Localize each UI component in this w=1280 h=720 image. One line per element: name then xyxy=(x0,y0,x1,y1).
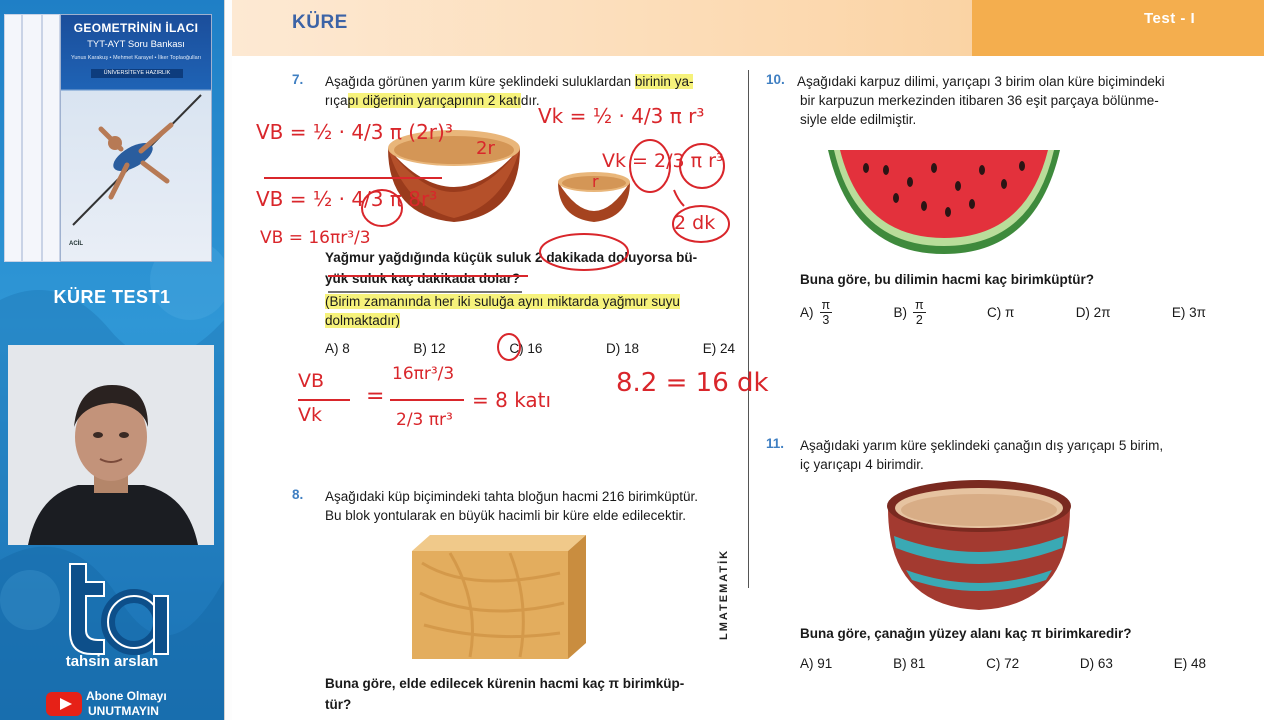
test-label: Test - I xyxy=(1144,10,1196,27)
q10-line1: Aşağıdaki karpuz dilimi, yarıçapı 3 birim olan küre biçimindeki xyxy=(797,74,1165,89)
question-11-prompt: Buna göre, çanağın yüzey alanı kaç π birimkaredir? xyxy=(800,626,1132,641)
presenter-webcam xyxy=(8,345,214,545)
athlete-illustration xyxy=(71,85,203,235)
q7-line1-text: Aşağıda görünen yarım küre şeklindeki suluklardan xyxy=(325,74,635,89)
handwriting-ratio-numerator: VB xyxy=(298,370,325,392)
handwriting-final-answer: 8.2 = 16 dk xyxy=(616,368,769,398)
q11-line2: iç yarıçapı 4 birimdir. xyxy=(800,457,924,472)
q7-option-e[interactable]: E) 24 xyxy=(702,341,735,356)
q10-line3: siyle elde edilmiştir. xyxy=(800,112,917,127)
q11-line1: Aşağıdaki yarım küre şeklindeki çanağın dış yarıçapı 5 birim, xyxy=(800,438,1164,453)
handwriting-radius-2r: 2r xyxy=(476,138,495,159)
book-publisher-logo: ACİL xyxy=(69,241,83,247)
topic-title: KÜRE xyxy=(292,12,348,33)
q7-line1-highlight: birinin ya- xyxy=(634,74,694,89)
q7-line2-highlight: pı diğerinin yarıçapının 2 katı xyxy=(347,93,521,108)
q7-prompt-line2: yük suluk kaç dakikada dolar? xyxy=(325,271,521,286)
handwriting-radius-r: r xyxy=(592,172,599,191)
handwriting-fraction-bottom: 2/3 πr³ xyxy=(396,410,453,430)
book-subtitle: TYT-AYT Soru Bankası xyxy=(87,39,185,50)
q7-note-line2: dolmaktadır) xyxy=(325,313,401,328)
q8-line2: Bu blok yontularak en büyük hacimli bir küre elde edilecektir. xyxy=(325,508,686,523)
q10-option-e[interactable]: E) 3π xyxy=(1171,305,1206,320)
circle-two-minutes xyxy=(540,234,628,270)
q10-option-a-num: π xyxy=(821,298,831,312)
ta-logo-icon xyxy=(52,560,172,660)
q7-option-c[interactable]: C) 16 xyxy=(509,341,543,356)
question-7-number: 7. xyxy=(292,72,304,87)
handwriting-fraction-top: 16πr³/3 xyxy=(392,364,455,384)
question-10-number: 10. xyxy=(766,72,785,87)
book-cover-image xyxy=(4,14,212,262)
handwriting-vb-expanded: VB = ½ · 4/3 π 8r³ xyxy=(256,187,438,211)
handwriting-ratio-denominator: Vk xyxy=(298,404,323,426)
question-11-number: 11. xyxy=(766,436,785,451)
handwriting-two-minutes: 2 dk xyxy=(674,212,716,234)
q11-option-c[interactable]: C) 72 xyxy=(986,656,1020,671)
subscribe-text-line1: Abone Olmayı xyxy=(86,689,167,703)
q10-line2: bir karpuzun merkezinden itibaren 36 eşit parçaya bölünme- xyxy=(800,93,1159,108)
handwriting-strokes xyxy=(232,0,1280,720)
circle-two-dk xyxy=(673,206,729,242)
q10-option-b-num: π xyxy=(915,298,924,312)
book-front-cover xyxy=(60,14,212,262)
book-spine-3 xyxy=(42,14,60,262)
circle-two-thirds xyxy=(630,140,670,192)
q10-option-a-den: 3 xyxy=(822,313,830,327)
video-title: KÜRE TEST1 xyxy=(53,287,171,307)
q10-option-a-label: A) xyxy=(800,305,814,320)
book-authors: Yunus Karakuş • Mehmet Karayel • İlker Toplaoğulları xyxy=(70,55,201,61)
circle-answer-c xyxy=(498,334,520,360)
worksheet-page xyxy=(232,0,1280,720)
subscribe-text-line2: UNUTMAYIN xyxy=(88,704,159,718)
book-spine-2 xyxy=(22,14,42,262)
book-title: GEOMETRİNİN İLACI xyxy=(73,21,199,35)
q10-option-b-den: 2 xyxy=(915,313,923,327)
handwriting-vk-formula: Vk = ½ · 4/3 π r³ xyxy=(538,104,705,128)
sidebar xyxy=(0,0,224,720)
circle-eight-r3 xyxy=(362,190,402,226)
arrow-down-stroke xyxy=(674,190,684,206)
q11-option-a[interactable]: A) 91 xyxy=(800,656,833,671)
handwriting-equals: = xyxy=(366,384,385,409)
q7-note-line1: (Birim zamanında her iki suluğa aynı miktarda yağmur suyu xyxy=(325,294,680,309)
q11-option-d[interactable]: D) 63 xyxy=(1079,656,1113,671)
q7-option-b[interactable]: B) 12 xyxy=(413,341,446,356)
presenter-silhouette xyxy=(8,345,214,545)
publisher-vertical-brand: LMATEMATİK xyxy=(718,548,730,640)
q10-option-d[interactable]: D) 2π xyxy=(1075,305,1111,320)
q11-option-e[interactable]: E) 48 xyxy=(1173,656,1206,671)
handwriting-ratio-result: = 8 katı xyxy=(472,388,552,412)
q10-option-c[interactable]: C) π xyxy=(987,305,1015,320)
q7-prompt-line1: Yağmur yağdığında küçük suluk 2 dakikada doluyorsa bü- xyxy=(325,250,698,265)
book-tag: ÜNİVERSİTEYE HAZIRLIK xyxy=(91,69,183,78)
q7-line2-post: dır. xyxy=(520,93,540,108)
q8-prompt-line1: Buna göre, elde edilecek kürenin hacmi kaç π birimküp- xyxy=(325,676,685,691)
circle-pi-r3 xyxy=(680,144,724,188)
q7-option-d[interactable]: D) 18 xyxy=(606,341,640,356)
q10-option-b-label: B) xyxy=(893,305,907,320)
q11-option-b[interactable]: B) 81 xyxy=(893,656,926,671)
q8-prompt-line2: tür? xyxy=(325,697,352,712)
handwriting-vb-formula: VB = ½ · 4/3 π (2r)³ xyxy=(256,120,453,144)
handwriting-vk-simplified: Vk = 2/3 π r³ xyxy=(602,150,724,172)
page-edge xyxy=(224,0,232,720)
book-spine-1 xyxy=(4,14,22,262)
question-8-number: 8. xyxy=(292,487,304,502)
q8-line1: Aşağıdaki küp biçimindeki tahta bloğun hacmi 216 birimküptür. xyxy=(325,489,698,504)
q7-option-a[interactable]: A) 8 xyxy=(325,341,350,356)
youtube-icon[interactable] xyxy=(46,690,82,718)
question-10-prompt: Buna göre, bu dilimin hacmi kaç birimküptür? xyxy=(800,272,1095,287)
handwriting-vb-result: VB = 16πr³/3 xyxy=(260,228,371,248)
brand-name: tahsin arslan xyxy=(65,653,159,670)
q7-line2-pre: rıça xyxy=(325,93,348,108)
